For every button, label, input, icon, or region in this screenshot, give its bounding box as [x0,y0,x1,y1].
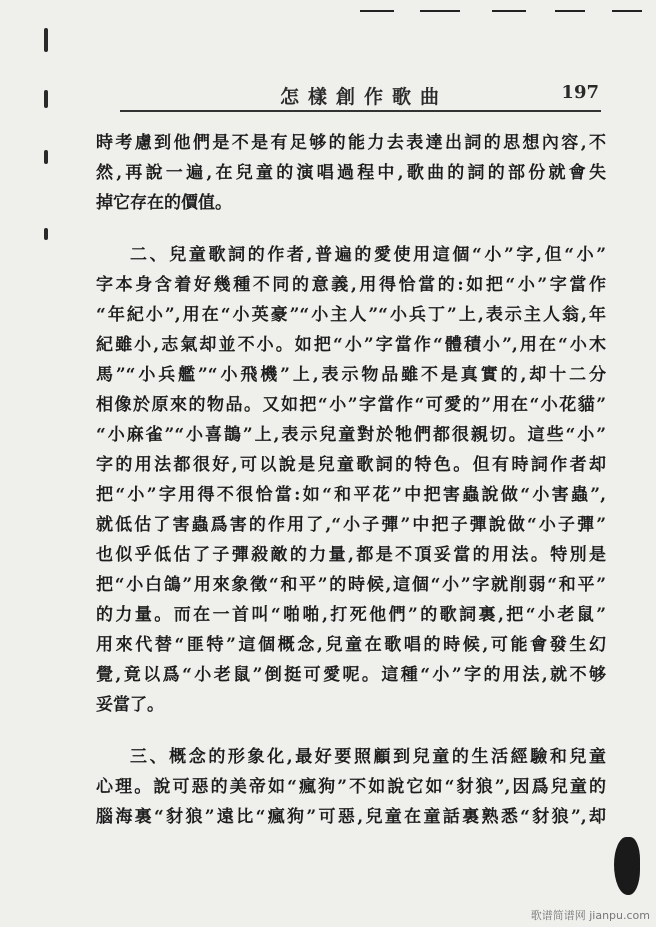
text-line: 就低估了害蟲爲害的作用了,“小子彈”中把子彈說做“小子彈” [96,515,606,535]
text-line: 字本身含着好幾種不同的意義,用得恰當的:如把“小”字當作 [96,275,606,295]
binding-mark [44,228,48,240]
paragraph-gap [96,720,606,742]
ink-blot [614,837,640,895]
text-line: “小麻雀”“小喜鵲”上,表示兒童對於牠們都很親切。這些“小” [96,425,606,445]
text-line: 也似乎低估了子彈殺敵的力量,都是不頂妥當的用法。特別是 [96,545,606,565]
text-line: 字的用法都很好,可以說是兒童歌詞的特色。但有時詞作者却 [96,455,606,475]
text-line: 腦海裏“豺狼”遠比“瘋狗”可惡,兒童在童話裏熟悉“豺狼”,却 [96,807,606,827]
scan-mark [360,10,394,12]
body-text [96,128,606,832]
text-line: 的力量。而在一首叫“啪啪,打死他們”的歌詞裏,把“小老鼠” [96,605,606,625]
text-line: 時考慮到他們是不是有足够的能力去表達出詞的思想內容,不 [96,133,606,153]
binding-mark [44,28,48,52]
text-line: 三、概念的形象化,最好要照顧到兒童的生活經驗和兒童 [130,747,606,767]
text-line: 馬”“小兵艦”“小飛機”上,表示物品雖不是真實的,却十二分 [96,365,606,385]
scan-mark [612,10,642,12]
paragraph-gap [96,218,606,240]
header-rule [120,110,601,112]
text-line: 紀雖小,志氣却並不小。如把“小”字當作“體積小”,用在“小木 [96,335,606,355]
text-line: 把“小”字用得不很恰當:如“和平花”中把害蟲說做“小害蟲”, [96,485,606,505]
paragraph [96,128,606,218]
text-line: 二、兒童歌詞的作者,普遍的愛使用這個“小”字,但“小” [130,245,606,265]
paragraph [96,742,606,832]
binding-mark [44,90,48,108]
text-line: 心理。說可惡的美帝如“瘋狗”不如說它如“豺狼”,因爲兒童的 [96,777,606,797]
paragraph [96,240,606,720]
text-line: 相像於原來的物品。又如把“小”字當作“可愛的”用在“小花貓” [96,395,606,415]
text-line: 用來代替“匪特”這個概念,兒童在歌唱的時候,可能會發生幻 [96,635,606,655]
binding-mark [44,150,48,164]
text-line: 把“小白鴿”用來象徵“和平”的時候,這個“小”字就削弱“和平” [96,575,606,595]
watermark: 歌谱简谱网 jianpu.com [530,909,650,922]
text-line: “年紀小”,用在“小英豪”“小主人”“小兵丁”上,表示主人翁,年 [96,305,606,325]
text-line: 妥當了。 [96,695,164,715]
scan-mark [555,10,585,12]
text-line: 然,再說一遍,在兒童的演唱過程中,歌曲的詞的部份就會失 [96,163,606,183]
running-header [120,78,601,108]
page-number: 197 [561,82,599,103]
scan-mark [492,10,526,12]
text-line: 覺,竟以爲“小老鼠”倒挺可愛呢。這種“小”字的用法,就不够 [96,665,606,685]
running-title: 怎樣創作歌曲 [280,86,449,108]
text-line: 掉它存在的價值。 [96,193,232,213]
scan-mark [420,10,460,12]
